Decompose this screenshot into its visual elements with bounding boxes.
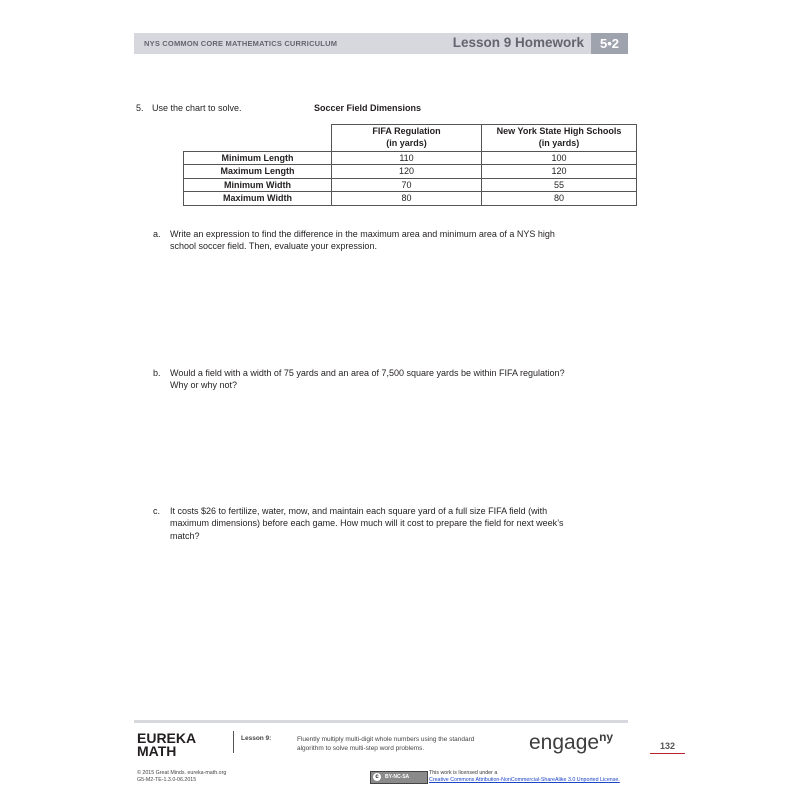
cell-nys: 80 <box>482 192 637 206</box>
column-header-line: FIFA Regulation <box>372 126 441 136</box>
part-letter-c: c. <box>153 506 161 516</box>
cell-nys: 120 <box>482 165 637 179</box>
row-label: Maximum Length <box>184 165 332 179</box>
table-row <box>184 178 637 192</box>
cc-icon: c <box>373 773 381 781</box>
footer-lesson-description <box>297 735 527 753</box>
part-b-text <box>170 367 565 392</box>
cell-nys: 100 <box>482 151 637 165</box>
lesson-title: Lesson 9 Homework <box>452 35 584 50</box>
part-letter-b: b. <box>153 368 161 378</box>
row-label: Minimum Length <box>184 151 332 165</box>
logo-word: EUREKA <box>137 730 197 746</box>
table-row <box>184 192 637 206</box>
cell-nys: 55 <box>482 178 637 192</box>
text-line: Why or why not? <box>170 380 238 391</box>
brand-text: engage <box>529 731 600 754</box>
column-header-line: (in yards) <box>386 137 427 148</box>
cell-fifa: 110 <box>332 151 482 165</box>
license-text: This work is licensed under a <box>429 770 498 776</box>
page-header <box>134 33 628 54</box>
cell-fifa: 120 <box>332 165 482 179</box>
license-link[interactable]: Creative Commons Attribution-NonCommercial-ShareAlike 3.0 Unported License. <box>429 777 620 783</box>
column-header-fifa <box>332 125 482 152</box>
table-row <box>184 165 637 179</box>
curriculum-label: NYS COMMON CORE MATHEMATICS CURRICULUM <box>144 39 338 48</box>
copyright-line: G5-M2-TE-1.3.0-06.2015 <box>137 776 197 783</box>
text-line: maximum dimensions) before each game. How much will it cost to prepare the field for next week’s <box>170 518 564 529</box>
column-header-line: (in yards) <box>538 137 580 148</box>
table-title: Soccer Field Dimensions <box>314 103 422 113</box>
module-badge: 5•2 <box>591 33 628 54</box>
cc-badge-text: BY-NC-SA <box>385 774 410 780</box>
column-header-line: New York State High Schools <box>496 126 622 136</box>
table-corner <box>184 125 332 152</box>
row-label: Minimum Width <box>184 178 332 192</box>
logo-word: MATH <box>137 743 177 759</box>
engageny-logo <box>529 730 613 755</box>
text-line: It costs $26 to fertilize, water, mow, and maintain each square yard of a full size FIFA field (with <box>170 506 548 516</box>
column-header-nys <box>482 125 637 152</box>
table-row <box>184 151 637 165</box>
problem-prompt: Use the chart to solve. <box>152 103 242 113</box>
footer-divider <box>233 731 234 753</box>
footer-rule <box>134 720 628 723</box>
table-header-row <box>184 125 637 152</box>
copyright-line: © 2015 Great Minds. eureka-math.org <box>137 770 227 776</box>
part-c-text <box>170 505 564 542</box>
description-line: algorithm to solve multi-step word problems. <box>297 745 425 752</box>
brand-superscript: ny <box>599 730 614 744</box>
text-line: Write an expression to find the difference in the maximum area and minimum area of a NYS high <box>170 229 555 239</box>
row-label: Maximum Width <box>184 192 332 206</box>
copyright-notice <box>137 770 226 783</box>
eureka-math-logo <box>137 732 196 758</box>
text-line: school soccer field. Then, evaluate your expression. <box>170 241 377 252</box>
problem-number: 5. <box>136 103 144 113</box>
footer-lesson-label: Lesson 9: <box>241 735 272 742</box>
cc-license-badge[interactable] <box>370 771 428 784</box>
cell-fifa: 70 <box>332 178 482 192</box>
description-line: Fluently multiply multi-digit whole numbers using the standard <box>297 736 475 743</box>
cell-fifa: 80 <box>332 192 482 206</box>
soccer-field-table <box>183 124 637 206</box>
part-letter-a: a. <box>153 229 161 239</box>
text-line: match? <box>170 530 200 541</box>
page-number: 132 <box>650 741 685 754</box>
part-a-text <box>170 228 555 253</box>
text-line: Would a field with a width of 75 yards and an area of 7,500 square yards be within FIFA regulation? <box>170 368 565 378</box>
